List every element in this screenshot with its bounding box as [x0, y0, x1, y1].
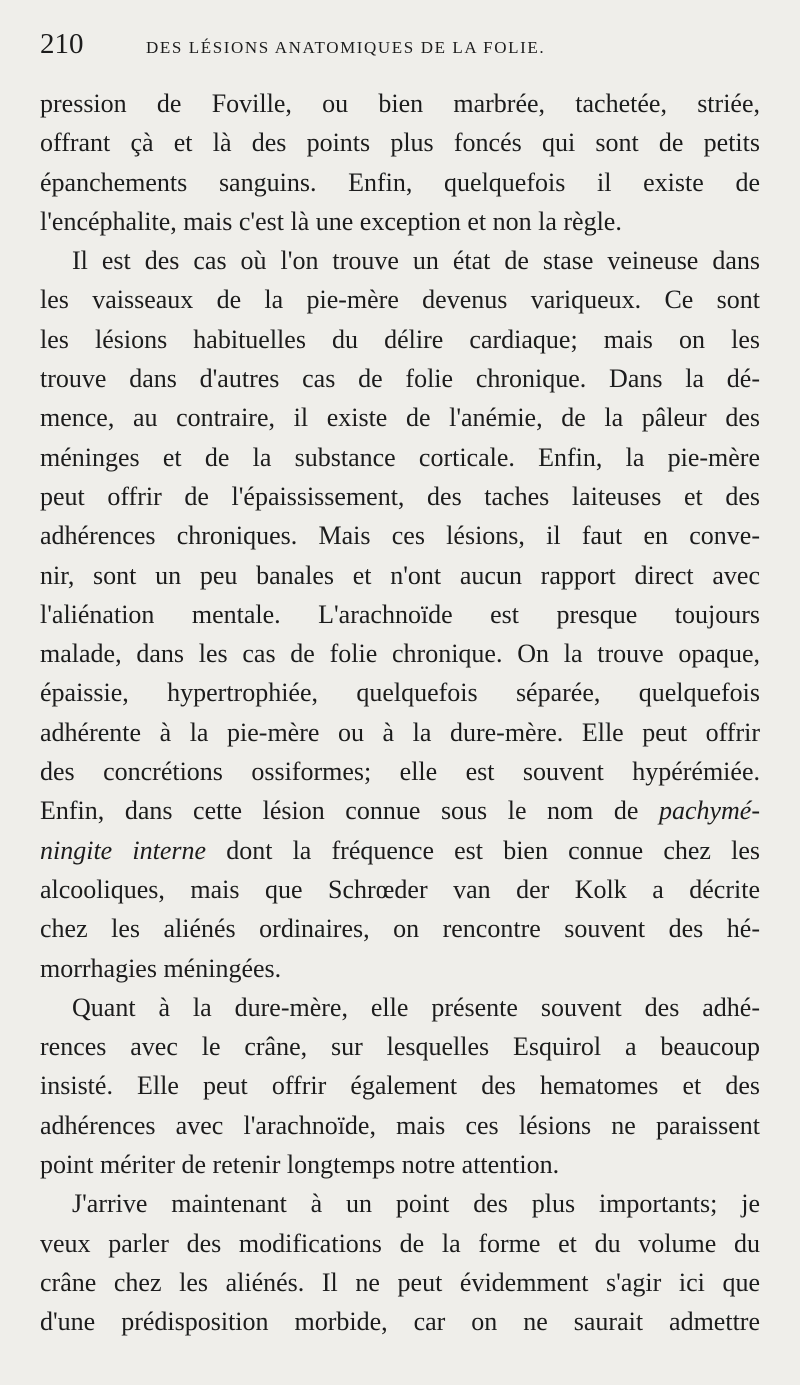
text-line: adhérente à la pie-mère ou à la dure-mère. Elle peut offrir — [40, 717, 760, 747]
text-line: des concrétions ossiformes; elle est souvent hypérémiée. — [40, 757, 760, 787]
body-text — [40, 84, 760, 1342]
italic-term: ningite interne — [40, 835, 207, 865]
paragraph-4 — [40, 1184, 760, 1341]
text-line: nir, sont un peu banales et n'ont aucun rapport direct avec — [40, 560, 760, 590]
text-segment: Enfin, dans cette lésion connue sous le nom de — [40, 796, 659, 826]
text-line: insisté. Elle peut offrir également des hematomes et des — [40, 1071, 760, 1101]
text-line: l'encéphalite, mais c'est là une exception et non la règle. — [40, 206, 622, 236]
text-line: l'aliénation mentale. L'arachnoïde est presque toujours — [40, 599, 760, 629]
text-line: d'une prédisposition morbide, car on ne saurait admettre — [40, 1307, 760, 1337]
text-line: les lésions habituelles du délire cardiaque; mais on les — [40, 324, 760, 354]
text-line — [40, 831, 760, 870]
text-line: épanchements sanguins. Enfin, quelquefois il existe de — [40, 167, 760, 197]
text-line: chez les aliénés ordinaires, on rencontre souvent des hé- — [40, 914, 760, 944]
text-line: les vaisseaux de la pie-mère devenus variqueux. Ce sont — [40, 285, 760, 315]
text-line: adhérences avec l'arachnoïde, mais ces lésions ne paraissent — [40, 1110, 760, 1140]
text-line: rences avec le crâne, sur lesquelles Esquirol a beaucoup — [40, 1032, 760, 1062]
text-line: J'arrive maintenant à un point des plus importants; je — [72, 1189, 760, 1219]
text-line: méninges et de la substance corticale. Enfin, la pie-mère — [40, 442, 760, 472]
text-line: épaissie, hypertrophiée, quelquefois séparée, quelquefois — [40, 678, 760, 708]
text-line: crâne chez les aliénés. Il ne peut évidemment s'agir ici que — [40, 1267, 760, 1297]
text-line: peut offrir de l'épaississement, des taches laiteuses et des — [40, 481, 760, 511]
text-line: Quant à la dure-mère, elle présente souvent des adhé- — [72, 992, 760, 1022]
text-line: point mériter de retenir longtemps notre attention. — [40, 1150, 560, 1180]
text-line: pression de Foville, ou bien marbrée, tachetée, striée, — [40, 89, 760, 118]
paragraph-3 — [40, 988, 760, 1184]
running-title: DES LÉSIONS ANATOMIQUES DE LA FOLIE. — [146, 38, 546, 57]
text-line: adhérences chroniques. Mais ces lésions, il faut en conve- — [40, 521, 760, 551]
text-line: malade, dans les cas de folie chronique. On la trouve opaque, — [40, 639, 760, 669]
text-line: offrant çà et là des points plus foncés qui sont de petits — [40, 128, 760, 158]
paragraph-2 — [40, 241, 760, 988]
text-line: mence, au contraire, il existe de l'anémie, de la pâleur des — [40, 403, 760, 433]
text-line: trouve dans d'autres cas de folie chronique. Dans la dé- — [40, 364, 760, 394]
text-line: Il est des cas où l'on trouve un état de stase veineuse dans — [72, 246, 760, 276]
text-segment: dont la fréquence est bien connue chez les — [226, 835, 760, 865]
text-line: veux parler des modifications de la forme et du volume du — [40, 1228, 760, 1258]
text-line: alcooliques, mais que Schrœder van der Kolk a décrite — [40, 874, 760, 904]
running-head — [40, 28, 760, 80]
italic-term: pachymé- — [658, 796, 760, 826]
text-line: morrhagies méningées. — [40, 953, 282, 983]
page-number: 210 — [40, 28, 84, 60]
text-line — [40, 791, 760, 830]
paragraph-1 — [40, 84, 760, 241]
